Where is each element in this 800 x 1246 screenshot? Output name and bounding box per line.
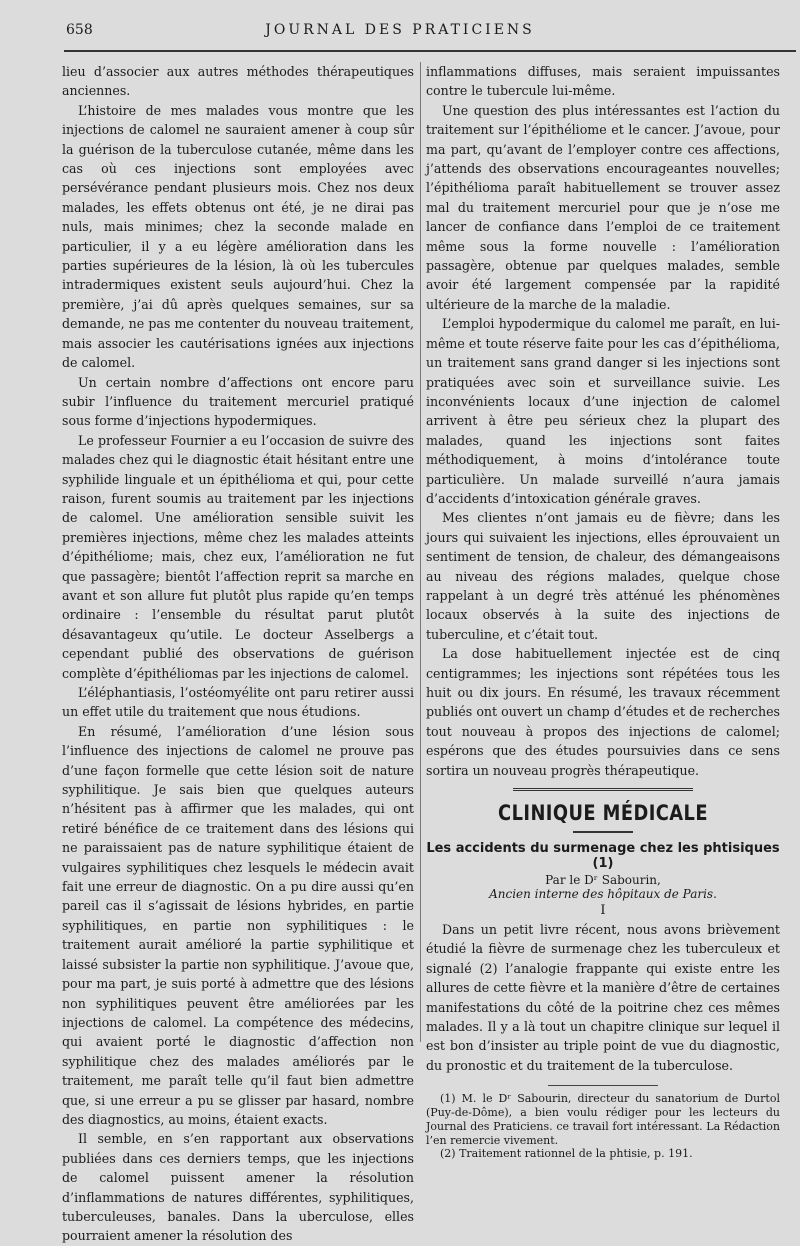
header-rule — [64, 50, 796, 52]
paragraph: En résumé, l’amélioration d’une lésion sous l’influence des injections de calomel ne prouve pas d’une façon formelle que cette lésion soit de nature syphilitique. Je sais bien que quelques auteurs n’hésitent pas à affirmer que les malades, qui ont retiré bénéfice de ce traitement dans des lésions qui ne paraissaient pas de nature syphilitique étaient de vulgaires syphilitiques chez lesquels le médecin avait fait une erreur de diagnostic. On a pu dire aussi qu’en pareil cas il s’agissait de lésions hybrides, en partie syphilitiques, en partie non syphilitiques : le traitement aurait amélioré la partie syphilitique et laissé subsister la partie non syphilitique. J’avoue que, pour ma part, je suis porté à admettre que des lésions non syphilitiques peuvent être améliorées par les injections de calomel. La compétence des médecins, qui avaient porté le diagnostic d’affection non syphilitique chez des malades améliorés par le traitement, me paraît telle qu’il faut bien admettre que, si une erreur a pu se glisser par hasard, nombre des diagnostics, au moins, étaient exacts. — [62, 723, 414, 1127]
paragraph: Il semble, en s’en rapportant aux observations publiées dans ces derniers temps, que les injections de calomel puissent amener la résolution d’inflammations de natures différentes, syphilitiques, tuberculeuses, banales. Dans la uberculose, elles pourraient amener la résolution des — [62, 1131, 414, 1244]
running-title: JOURNAL DES PRATICIENS — [265, 22, 535, 38]
author-affiliation: Ancien interne des hôpitaux de Paris. — [489, 887, 717, 902]
section-underline — [573, 831, 633, 833]
paragraph: inflammations diffuses, mais seraient impuissantes contre le tubercule lui-même. — [426, 64, 780, 99]
paragraph: L’emploi hypodermique du calomel me paraît, en lui-même et toute réserve faite pour les cas d’épithélioma, un traitement sans grand danger si les injections sont pratiquées avec soin et surveillance suivie. Les inconvénients locaux d’une injection de calomel arrivent à être peu sérieux chez la plupart des malades, quand les injections sont faites méthodiquement, à moins d’intolérance toute particulière. Un malade surveillé n’aura jamais d’accidents d’intoxication générale graves. — [426, 316, 780, 506]
article-title: Les accidents du surmenage chez les phtisiques (1) — [426, 841, 780, 872]
paragraph: lieu d’associer aux autres méthodes thérapeutiques anciennes. — [62, 64, 414, 99]
paragraph: L’éléphantiasis, l’ostéomyélite ont paru retirer aussi un effet utile du traitement que nous étudions. — [62, 685, 414, 720]
right-column — [426, 62, 780, 1161]
paragraph: Mes clientes n’ont jamais eu de fièvre; dans les jours qui suivaient les injections, elles éprouvaient un sentiment de tension, de chaleur, des démangeaisons au niveau des régions malades, quelque chose rappelant à un degré très atténué les phénomènes locaux observés à la suite des injections de tuberculine, et c’était tout. — [426, 510, 780, 642]
article-body: Dans un petit livre récent, nous avons brièvement étudié la fièvre de surmenage chez les tuberculeux et signalé (2) l’analogie frappante qui existe entre les allures de cette fièvre et la manière d’être de certaines manifestations du côté de la poitrine chez ces mêmes malades. Il y a là tout un chapitre clinique sur lequel il est bon d’insister au triple point de vue du diagnostic, du pronostic et du traitement de la tuberculose. — [426, 922, 780, 1073]
column-divider — [420, 62, 421, 1042]
footnote: (1) M. le Dʳ Sabourin, directeur du sanatorium de Durtol (Puy-de-Dôme), a bien voulu rédiger pour les lecteurs du Journal des Praticiens. ce travail fort intéressant. La Rédaction l’en remercie vivement. — [426, 1092, 780, 1147]
section-title: CLINIQUE MÉDICALE — [498, 801, 708, 826]
paragraph: L’histoire de mes malades vous montre que les injections de calomel ne sauraient amener à coup sûr la guérison de la tuberculose cutanée, même dans les cas où ces injections sont employées avec persévérance pendant plusieurs mois. Chez nos deux malades, les effets obtenus ont été, je ne dirai pas nuls, mais minimes; chez la seconde malade en particulier, il y a eu légère amélioration dans les parties supérieures de la lésion, là où les tubercules intradermiques existent seuls aujourd’hui. Chez la première, j’ai dû après quelques semaines, sur sa demande, ne pas me contenter du nouveau traitement, mais associer les cautérisations ignées aux injections de calomel. — [62, 102, 414, 371]
section-rule — [513, 788, 693, 793]
paragraph: Une question des plus intéressantes est l’action du traitement sur l’épithéliome et le cancer. J’avoue, pour ma part, qu’avant de l’employer contre ces affections, j’attends des observations encourageantes nouvelles; l’épithélioma paraît habituellement se trouver assez mal du traitement mercuriel pour que je n’ose me lancer de confiance dans l’emploi de ce traitement même sous la forme nouvelle : l’amélioration passagère, obtenue par quelques malades, semble avoir été largement compensée par la rapidité ultérieure de la marche de la maladie. — [426, 102, 780, 312]
footnote: (2) Traitement rationnel de la phtisie, p. 191. — [440, 1147, 693, 1161]
left-column — [62, 62, 414, 1246]
article-author: Par le Dʳ Sabourin, — [545, 873, 661, 888]
paragraph: Un certain nombre d’affections ont encore paru subir l’influence du traitement mercuriel pratiqué sous forme d’injections hypodermiques. — [62, 374, 414, 429]
footnote-rule — [548, 1085, 658, 1086]
paragraph: Le professeur Fournier a eu l’occasion de suivre des malades chez qui le diagnostic était hésitant entre une syphilide linguale et un épithélioma et qui, pour cette raison, furent soumis au traitement par les injections de calomel. Une amélioration sensible suivit les premières injections, même chez les malades atteints d’épithéliome; mais, chez eux, l’amélioration ne fut que passagère; bientôt l’affection reprit sa marche en avant et son allure fut plutôt plus rapide qu’en temps ordinaire : l’ensemble du résultat parut plutôt désavantageux qu’utile. Le docteur Asselbergs a cependant publié des observations de guérison complète d’épithéliomas par les injections de calomel. — [62, 432, 414, 681]
paragraph: La dose habituellement injectée est de cinq centigrammes; les injections sont répétées tous les huit ou dix jours. En résumé, les travaux récemment publiés ont ouvert un champ d’études et de recherches tout nouveau à propos des injections de calomel; espérons que des études poursuivies dans ce sens sortira un nouveau progrès thérapeutique. — [426, 646, 780, 778]
page-number: 658 — [66, 22, 93, 38]
part-number: I — [600, 903, 606, 919]
